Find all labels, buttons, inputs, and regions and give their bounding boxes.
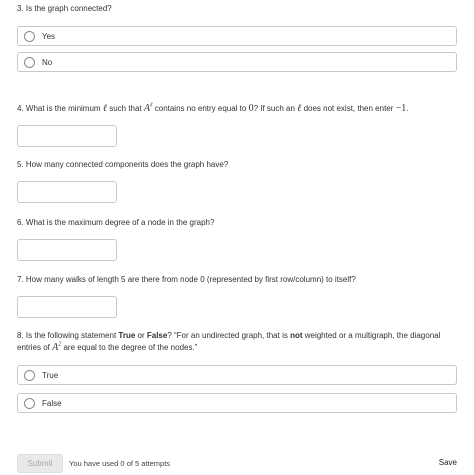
question-4-text (17, 103, 409, 114)
q4-math-neg-one: −1 (395, 103, 407, 114)
submit-button[interactable]: Submit (17, 454, 63, 473)
option-yes-label: Yes (42, 32, 56, 41)
question-6-text: 6. What is the maximum degree of a node in the graph? (17, 218, 215, 227)
question-7-text: 7. How many walks of length 5 are there from node 0 (represented by first row/column) to itself? (17, 275, 356, 284)
q4-text-part: contains no entry equal to (152, 104, 249, 113)
q4-math-ell: ℓ (297, 103, 302, 114)
q8-text-part: are equal to the degree of the nodes.” (61, 343, 198, 352)
save-button[interactable]: Save (438, 458, 457, 467)
option-false[interactable] (17, 393, 457, 413)
radio-circle-icon[interactable] (24, 57, 35, 68)
q4-answer-input[interactable] (17, 125, 117, 147)
q4-text-part: such that (106, 104, 144, 113)
q4-math-zero: 0 (248, 103, 254, 114)
option-no[interactable] (17, 52, 457, 72)
option-false-label: False (42, 399, 62, 408)
question-3-text: 3. Is the graph connected? (17, 4, 112, 13)
question-5-text: 5. How many connected components does the graph have? (17, 160, 229, 169)
q4-text-part: ? If such an (253, 104, 298, 113)
q7-answer-input[interactable] (17, 296, 117, 318)
q4-math-ell: ℓ (102, 103, 107, 114)
q4-text-part: . (406, 104, 409, 113)
q8-text-part: entries of (17, 343, 53, 352)
option-true[interactable] (17, 365, 457, 385)
q8-math-A-squared: $A^2$ (52, 341, 62, 353)
q5-answer-input[interactable] (17, 181, 117, 203)
q8-text-part: weighted or a multigraph, the diagonal (302, 331, 441, 340)
q6-answer-input[interactable] (17, 239, 117, 261)
question-8-text-line2 (17, 342, 197, 353)
q8-text-part: ? “For an undirected graph, that is (167, 331, 291, 340)
q8-bold-true: True (118, 331, 136, 340)
q4-math-A-power: $A^\ell$ (143, 102, 153, 114)
q8-text-part: or (135, 331, 147, 340)
option-no-label: No (42, 58, 53, 67)
q8-text-part: 8. Is the following statement (17, 331, 119, 340)
radio-circle-icon[interactable] (24, 398, 35, 409)
q4-text-part: does not exist, then enter (301, 104, 396, 113)
q8-bold-false: False (146, 331, 168, 340)
radio-circle-icon[interactable] (24, 370, 35, 381)
q4-text-part: 4. What is the minimum (17, 104, 103, 113)
attempts-text: You have used 0 of 5 attempts (69, 459, 171, 468)
radio-circle-icon[interactable] (24, 31, 35, 42)
option-true-label: True (42, 371, 59, 380)
option-yes[interactable] (17, 26, 457, 46)
q8-bold-not: not (290, 331, 303, 340)
question-8-text-line1 (17, 330, 440, 341)
